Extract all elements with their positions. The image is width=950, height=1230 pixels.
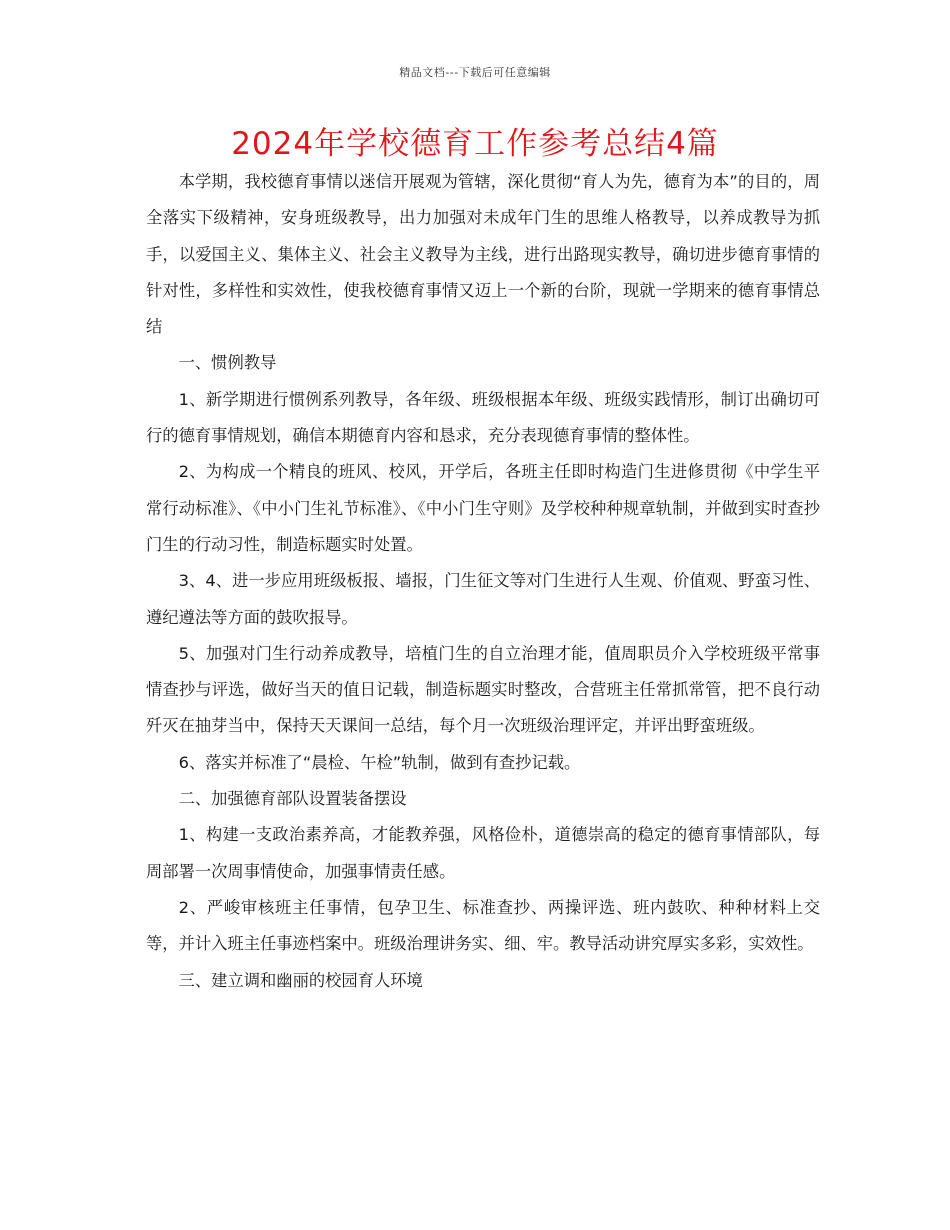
- paragraph: 5、加强对门生行动养成教导，培植门生的自立治理才能，值周职员介入学校班级平常事情查抄与评选，做好当天的值日记载，制造标题实时整改，合营班主任常抓常管，把不良行动歼灭在抽芽当中，保持天天课间一总结，每个月一次班级治理评定，并评出野蛮班级。: [146, 643, 820, 736]
- paragraph: 6、落实并标准了“晨检、午检”轨制，做到有查抄记载。: [178, 752, 581, 772]
- paragraph: 1、新学期进行惯例系列教导，各年级、班级根据本年级、班级实践情形，制订出确切可行的德育事情规划，确信本期德育内容和恳求，充分表现德育事情的整体性。: [146, 389, 820, 446]
- section-heading-2: 二、加强德育部队设置装备摆设: [178, 789, 407, 809]
- paragraph: 3、4、进一步应用班级板报、墙报，门生征文等对门生进行人生观、价值观、野蛮习性、遵纪遵法等方面的鼓吹报导。: [146, 571, 820, 627]
- paragraph: 1、构建一支政治素养高，才能教养强，风格俭朴，道德崇高的稳定的德育事情部队，每周部署一次周事情使命，加强事情责任感。: [146, 825, 820, 881]
- paragraph: 2、严峻审核班主任事情，包孕卫生、标准查抄、两操评选、班内鼓吹、种种材料上交等，并计入班主任事迹档案中。班级治理讲务实、细、牢。教导活动讲究厚实多彩，实效性。: [146, 897, 820, 954]
- paragraph-intro: 本学期，我校德育事情以迷信开展观为管辖，深化贯彻“育人为先，德育为本”的目的，周全落实下级精神，安身班级教导，出力加强对未成年门生的思维人格教导，以养成教导为抓手，以爱国主义、集体主义、社会主义教导为主线，进行出路现实教导，确切进步德育事情的针对性，多样性和实效性，使我校德育事情又迈上一个新的台阶，现就一学期来的德育事情总结: [146, 172, 820, 337]
- section-heading-1: 一、惯例教导: [178, 353, 277, 373]
- document-body: [146, 164, 820, 999]
- header-note: 精品文档---下载后可任意编辑: [399, 66, 551, 79]
- document-title: 2024年学校德育工作参考总结4篇: [231, 126, 719, 162]
- paragraph: 2、为构成一个精良的班风、校风，开学后，各班主任即时构造门生进修贯彻《中学生平常行动标准》、《中小门生礼节标准》、《中小门生守则》及学校种种规章轨制，并做到实时查抄门生的行动习性，制造标题实时处置。: [146, 462, 820, 554]
- section-heading-3: 三、建立调和幽丽的校园育人环境: [178, 970, 423, 990]
